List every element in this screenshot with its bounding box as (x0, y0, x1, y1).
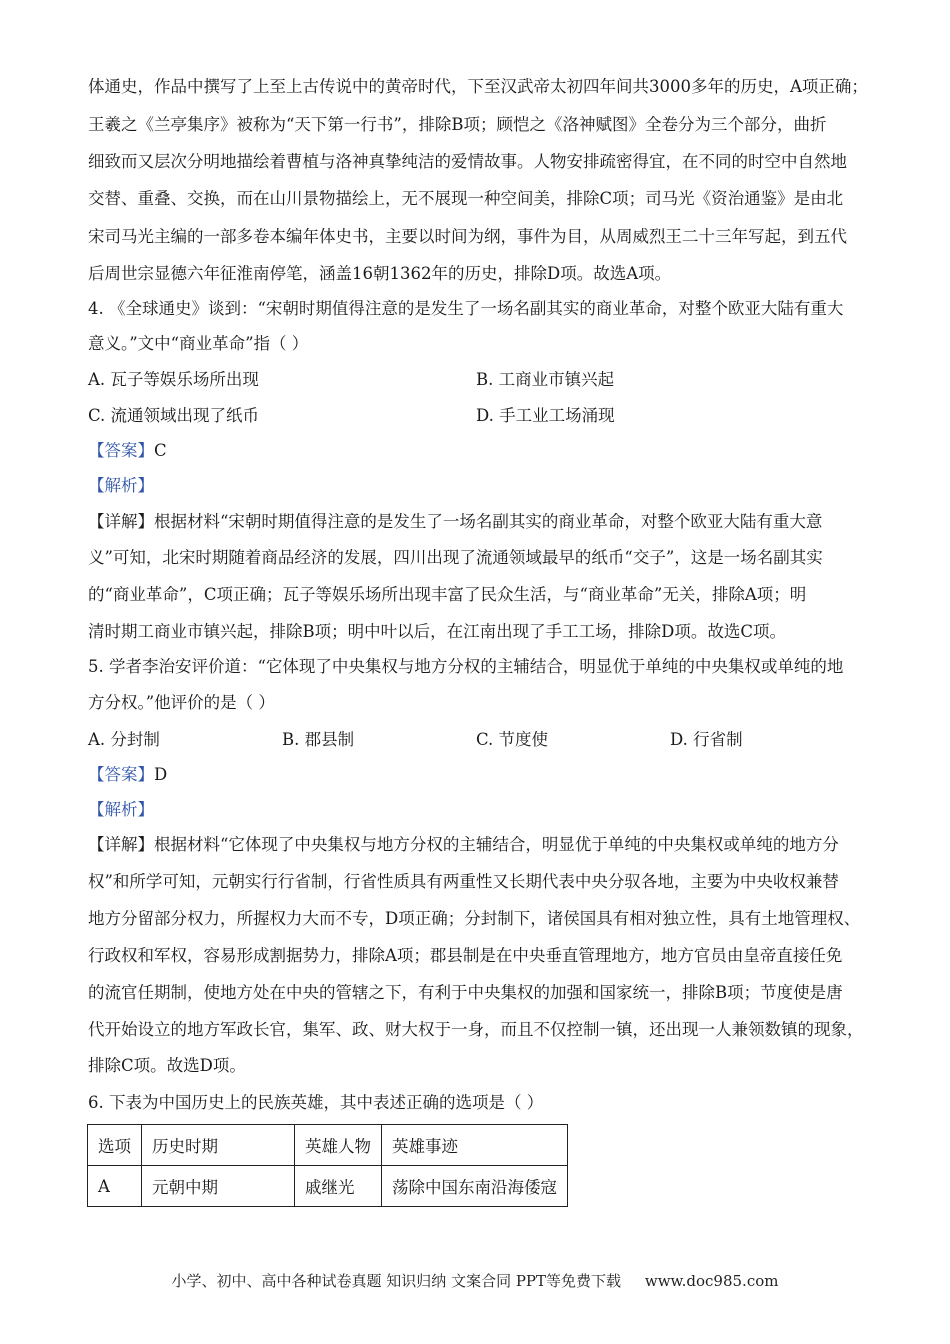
q4-detail-line: 清时期工商业市镇兴起，排除B项；明中叶以后，在江南出现了手工工场，排除D项。故选C项。 (88, 622, 786, 641)
detail-text: 根据材料“宋朝时期值得注意的是发生了一场名副其实的商业革命，对整个欧亚大陆有重大意 (154, 512, 823, 531)
detail-label: 【详解】 (88, 512, 154, 531)
q4-option-c: C. 流通领域出现了纸币 (88, 406, 260, 425)
table-header-cell: 英雄人物 (295, 1125, 382, 1166)
q5-detail-line: 行政权和军权，容易形成割据势力，排除A项；郡县制是在中央垂直管理地方，地方官员由皇帝直接任免 (88, 946, 843, 965)
q4-detail-line: 的“商业革命”，C项正确；瓦子等娱乐场所出现丰富了民众生活，与“商业革命”无关，排除A项；明 (88, 585, 807, 604)
q4-option-b: B. 工商业市镇兴起 (476, 370, 615, 389)
q5-option-a: A. 分封制 (88, 730, 160, 749)
q4-stem-line: 4. 《全球通史》谈到：“宋朝时期值得注意的是发生了一场名副其实的商业革命，对整个欧亚大陆有重大 (88, 299, 844, 318)
q5-detail-line: 权”和所学可知，元朝实行行省制，行省性质具有两重性又长期代表中央分驭各地，主要为中央收权兼替 (88, 872, 839, 891)
q4-option-a: A. 瓦子等娱乐场所出现 (88, 370, 259, 389)
q4-stem-line: 意义。”文中“商业革命”指（ ） (88, 334, 309, 353)
table-cell: 戚继光 (295, 1166, 382, 1207)
q4-analysis-label (88, 475, 878, 497)
analysis-label: 【解析】 (88, 800, 154, 819)
detail-text: 根据材料“它体现了中央集权与地方分权的主辅结合，明显优于单纯的中央集权或单纯的地方分 (154, 835, 839, 854)
q5-detail-line: 的流官任期制，使地方处在中央的管辖之下，有利于中央集权的加强和国家统一，排除B项；节度使是唐 (88, 983, 843, 1002)
q5-detail-line (88, 834, 878, 856)
footer-text: 小学、初中、高中各种试卷真题 知识归纳 文案合同 PPT等免费下载 (171, 1272, 622, 1290)
q5-analysis-label (88, 799, 878, 821)
page-footer (0, 1270, 950, 1291)
hero-table (87, 1124, 568, 1207)
detail-label: 【详解】 (88, 835, 154, 854)
answer-value: D (154, 765, 168, 784)
paragraph-line: 体通史，作品中撰写了上至上古传说中的黄帝时代，下至汉武帝太初四年间共3000多年的历史，A项正确； (88, 77, 868, 96)
paragraph-line: 宋司马光主编的一部多卷本编年体史书，主要以时间为纲，事件为目，从周威烈王二十三年写起，到五代 (88, 227, 847, 246)
table-header-cell: 历史时期 (142, 1125, 295, 1166)
q4-detail-line: 义”可知，北宋时期随着商品经济的发展，四川出现了流通领域最早的纸币“交子”，这是一场名副其实 (88, 548, 823, 567)
table-cell: 元朝中期 (142, 1166, 295, 1207)
q5-detail-line: 排除C项。故选D项。 (88, 1056, 246, 1075)
q5-option-b: B. 郡县制 (282, 730, 355, 749)
q5-detail-line: 代开始设立的地方军政长官，集军、政、财大权于一身，而且不仅控制一镇，还出现一人兼领数镇的现象， (88, 1020, 864, 1039)
table-header-row (88, 1125, 568, 1166)
table-cell: 荡除中国东南沿海倭寇 (382, 1166, 568, 1207)
table-cell: A (88, 1166, 142, 1207)
q5-answer (88, 764, 878, 786)
q4-option-d: D. 手工业工场涌现 (476, 406, 615, 425)
footer-site-link[interactable]: www.doc985.com (644, 1272, 779, 1290)
q5-stem-line: 5. 学者李治安评价道：“它体现了中央集权与地方分权的主辅结合，明显优于单纯的中央集权或单纯的地 (88, 657, 844, 676)
q4-detail-line (88, 511, 878, 533)
q4-answer (88, 440, 878, 462)
q5-stem-line: 方分权。”他评价的是（ ） (88, 693, 275, 712)
paragraph-line: 细致而又层次分明地描绘着曹植与洛神真挚纯洁的爱情故事。人物安排疏密得宜，在不同的时空中自然地 (88, 152, 847, 171)
paragraph-line: 王羲之《兰亭集序》被称为“天下第一行书”，排除B项；顾恺之《洛神赋图》全卷分为三个部分，曲折 (88, 115, 827, 134)
q5-detail-line: 地方分留部分权力，所握权力大而不专，D项正确；分封制下，诸侯国具有相对独立性，具有土地管理权、 (88, 909, 861, 928)
table-header-cell: 英雄事迹 (382, 1125, 568, 1166)
answer-value: C (154, 441, 167, 460)
analysis-label: 【解析】 (88, 476, 154, 495)
q6-stem: 6. 下表为中国历史上的民族英雄，其中表述正确的选项是（ ） (88, 1093, 544, 1112)
table-header-cell: 选项 (88, 1125, 142, 1166)
answer-label: 【答案】 (88, 765, 154, 784)
table-row (88, 1166, 568, 1207)
answer-label: 【答案】 (88, 441, 154, 460)
paragraph-line: 交替、重叠、交换，而在山川景物描绘上，无不展现一种空间美，排除C项；司马光《资治通鉴》是由北 (88, 189, 844, 208)
q5-option-c: C. 节度使 (476, 730, 549, 749)
paragraph-line: 后周世宗显德六年征淮南停笔，涵盖16朝1362年的历史，排除D项。故选A项。 (88, 264, 672, 283)
q5-option-d: D. 行省制 (670, 730, 743, 749)
